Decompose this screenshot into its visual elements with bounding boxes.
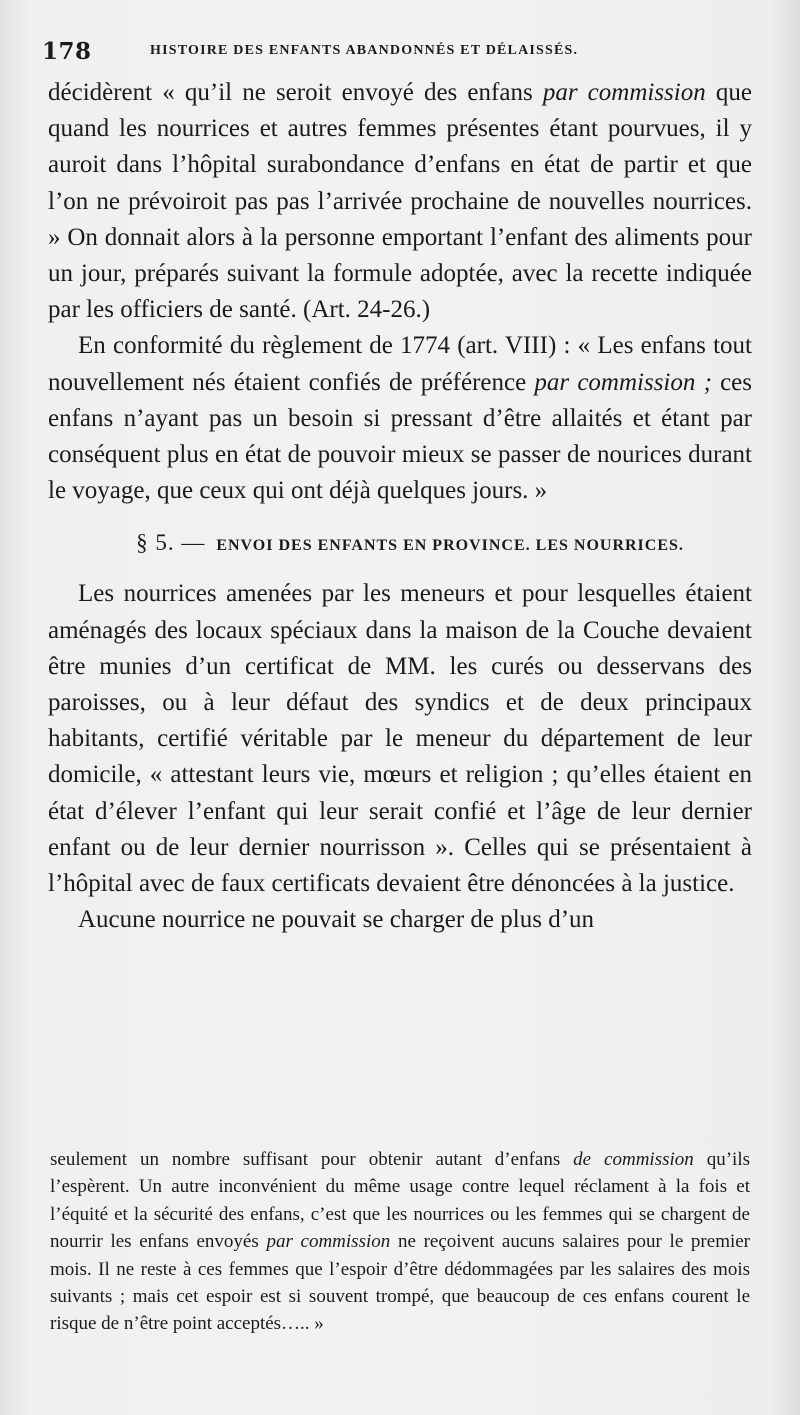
paragraph-1: décidèrent « qu’il ne seroit envoyé des enfans par commission que quand les nourrices et autres femmes présentes étant pourvues, il y auroit dans l’hôpital surabondance d’enfans en état de partir et que l’on ne prévoiroit pas pas l’arrivée prochaine de nouvelles nourrices. » On donnait alors à la personne emportant l’enfant des aliments pour un jour, préparés suivant la formule adoptée, avec la recette indiquée par les officiers de santé. (Art. 24-26.) (48, 79, 752, 324)
page-header (42, 38, 770, 66)
paragraph-2: En conformité du règlement de 1774 (art. VIII) : « Les enfans tout nouvellement nés étaient confiés de préférence par commission ; ces enfans n’ayant pas un besoin si pressant d’être allaités et étant par conséquent plus en état de pouvoir mieux se passer de nourices durant le voyage, que ceux qui ont déjà quelques jours. » (48, 332, 752, 505)
running-title: HISTOIRE DES ENFANTS ABANDONNÉS ET DÉLAISSÉS. (150, 43, 579, 58)
section-number: § 5. — (136, 530, 206, 556)
main-text (48, 75, 752, 938)
paragraph-3: Les nourrices amenées par les meneurs et pour lesquelles étaient aménagés des locaux spéciaux dans la maison de la Couche devaient être munies d’un certificat de MM. les curés ou desservans des paroisses, ou à leur défaut des syndics et de deux principaux habitants, certifié véritable par le meneur du département de leur domicile, « attestant leurs vie, mœurs et religion ; qu’elles étaient en état d’élever l’enfant qui leur serait confié et l’âge de leur dernier enfant ou de leur dernier nourrisson ». Celles qui se présentaient à l’hôpital avec de faux certificats devaient être dénoncées à la justice. (48, 580, 752, 898)
paragraph-4: Aucune nourrice ne pouvait se charger de plus d’un (78, 906, 595, 934)
page-number: 178 (42, 38, 92, 65)
footnote-text: seulement un nombre suffisant pour obtenir autant d’enfans de commission qu’ils l’espèrent. Un autre inconvénient du même usage contre lequel réclament à la fois et l’équité et la sécurité des enfans, c’est que les nourrices ou les femmes qui se chargent de nourrir les enfans envoyés par commission ne reçoivent aucuns salaires pour le premier mois. Il ne reste à ces femmes que l’espoir d’être dédommagées par les salaires des mois suivants ; mais cet espoir est si souvent trompé, que beaucoup de ces enfans courent le risque de n’être point acceptés….. » (50, 1149, 751, 1335)
section-heading (48, 531, 752, 558)
section-title: ENVOI DES ENFANTS EN PROVINCE. LES NOURRICES. (216, 537, 684, 555)
footnote (50, 1146, 750, 1338)
